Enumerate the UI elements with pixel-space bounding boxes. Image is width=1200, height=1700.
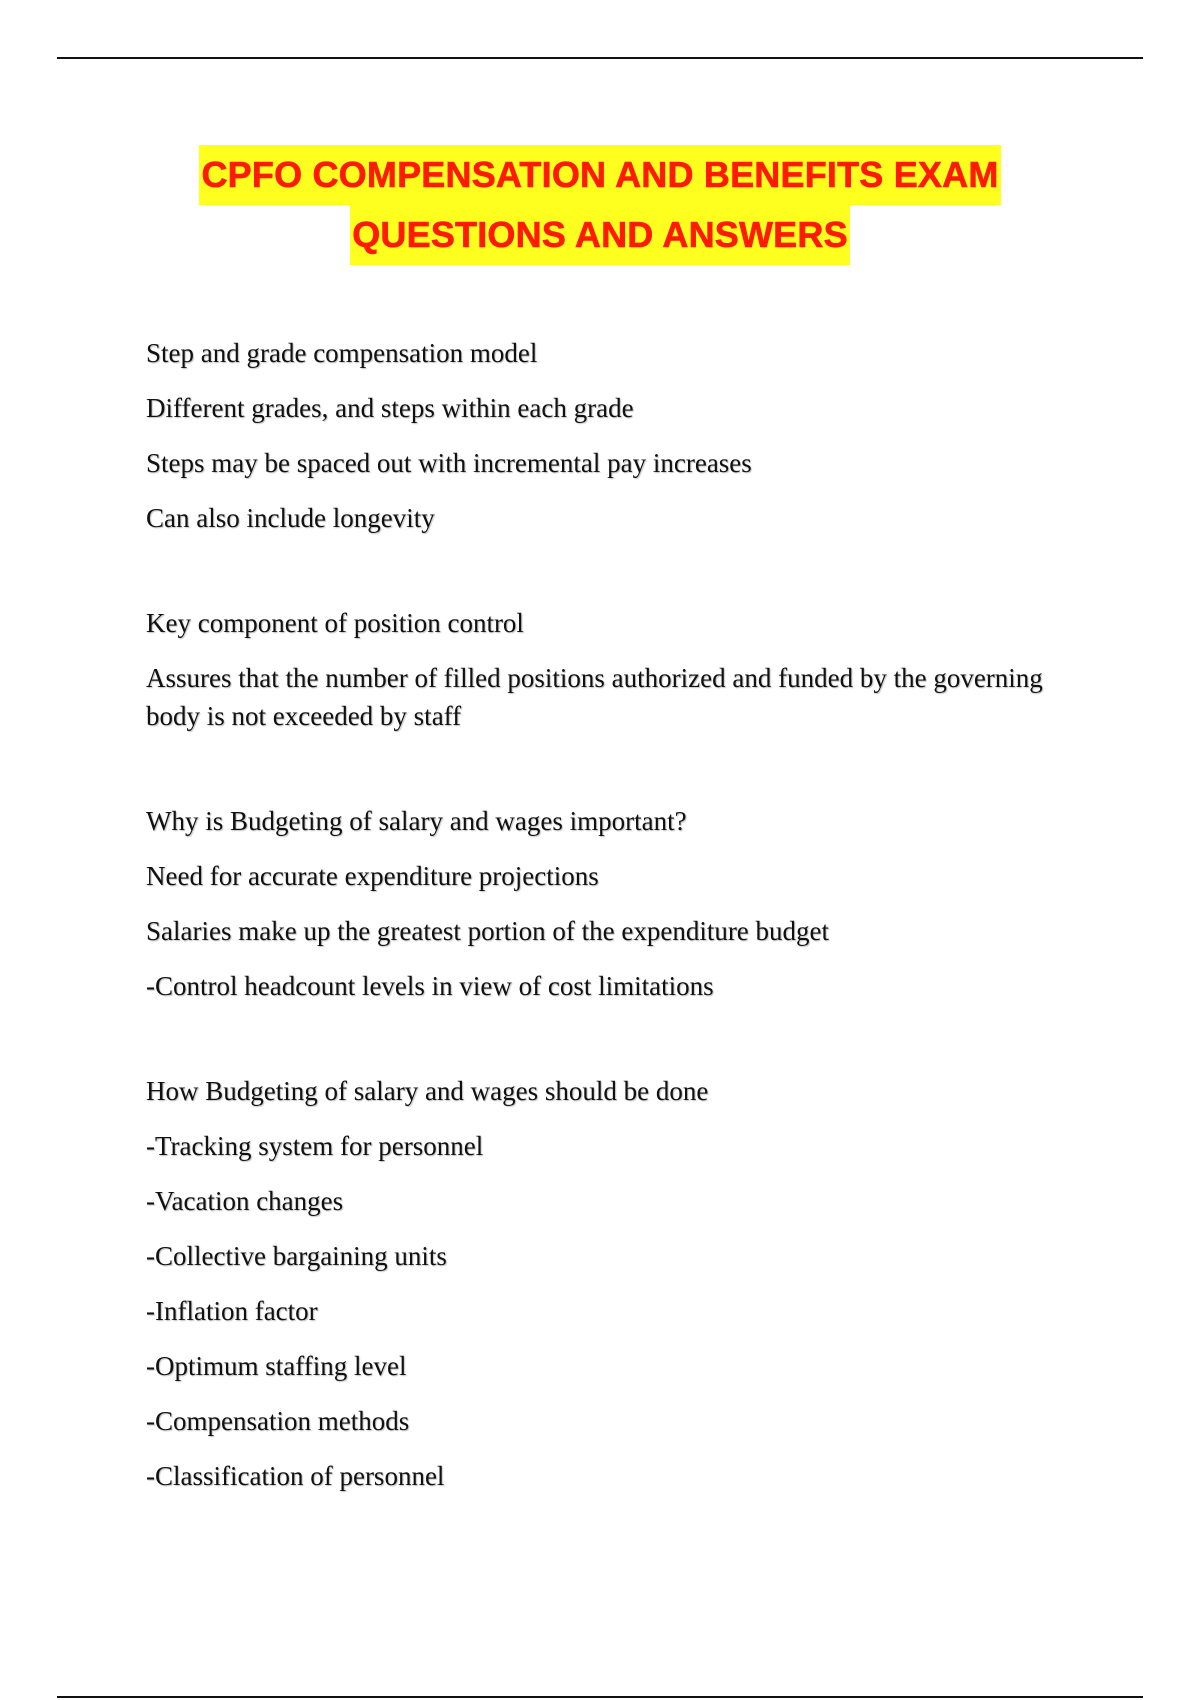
qa-block-budgeting-method (146, 1072, 1066, 1495)
document-title (0, 145, 1200, 265)
answer-line: Assures that the number of filled positions authorized and funded by the governing body is not exceeded by staff (146, 663, 1043, 731)
qa-block-step-and-grade (146, 334, 1066, 537)
answer-line: Steps may be spaced out with incremental pay increases (146, 448, 752, 478)
answer-line: -Inflation factor (146, 1296, 318, 1326)
question-text: Why is Budgeting of salary and wages important? (146, 806, 687, 836)
qa-block-position-control (146, 604, 1066, 735)
answer-line: -Optimum staffing level (146, 1351, 407, 1381)
question-text: Step and grade compensation model (146, 338, 538, 368)
question-text: How Budgeting of salary and wages should be done (146, 1076, 709, 1106)
block-spacer (146, 554, 1066, 604)
answer-line: -Vacation changes (146, 1186, 344, 1216)
answer-line: -Classification of personnel (146, 1461, 445, 1491)
answer-line: Salaries make up the greatest portion of the expenditure budget (146, 916, 830, 946)
answer-line: -Tracking system for personnel (146, 1131, 484, 1161)
qa-block-budgeting-importance (146, 802, 1066, 1005)
answer-line: -Compensation methods (146, 1406, 410, 1436)
answer-line: -Control headcount levels in view of cost limitations (146, 971, 714, 1001)
answer-line: Different grades, and steps within each grade (146, 393, 634, 423)
title-line-1: CPFO COMPENSATION AND BENEFITS EXAM (199, 145, 1000, 205)
question-text: Key component of position control (146, 608, 524, 638)
answer-line: -Collective bargaining units (146, 1241, 447, 1271)
answer-line: Need for accurate expenditure projections (146, 861, 599, 891)
bottom-rule (57, 1696, 1143, 1698)
document-body (146, 334, 1066, 1512)
block-spacer (146, 752, 1066, 802)
top-rule (57, 57, 1143, 59)
answer-line: Can also include longevity (146, 503, 435, 533)
block-spacer (146, 1022, 1066, 1072)
title-line-2: QUESTIONS AND ANSWERS (350, 205, 850, 265)
